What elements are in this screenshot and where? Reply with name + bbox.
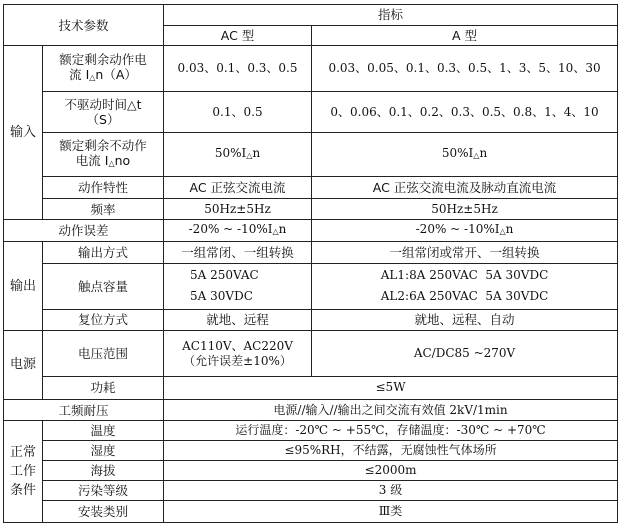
table-row — [4, 176, 618, 198]
table-row — [4, 133, 618, 177]
voltage-range-label: 电压范围 — [43, 331, 164, 377]
header-a-type: A 型 — [312, 25, 618, 46]
install-label: 安装类别 — [43, 501, 164, 523]
action-error-a: -20% ~ -10%I△n — [312, 220, 618, 242]
output-mode-a: 一组常闭或常开、一组转换 — [312, 242, 618, 264]
humidity-value: ≤95%RH，不结露，无腐蚀性气体场所 — [164, 441, 618, 461]
action-error-ac: -20% ~ -10%I△n — [164, 220, 312, 242]
table-row — [4, 331, 618, 377]
header-ac-type: AC 型 — [164, 25, 312, 46]
action-char-a: AC 正弦交流电流及脉动直流电流 — [312, 176, 618, 198]
frequency-ac: 50Hz±5Hz — [164, 198, 312, 220]
rated-non-operating-a: 50%I△n — [312, 133, 618, 177]
rated-residual-a: 0.03、0.05、0.1、0.3、0.5、1、3、5、10、30 — [312, 46, 618, 92]
non-drive-time-a: 0、0.06、0.1、0.2、0.3、0.5、0.8、1、4、10 — [312, 92, 618, 133]
rated-residual-ac: 0.03、0.1、0.3、0.5 — [164, 46, 312, 92]
table-row — [4, 376, 618, 399]
power-consumption-label: 功耗 — [43, 376, 164, 399]
header-indicator: 指标 — [164, 5, 618, 26]
header-row — [4, 5, 618, 26]
table-row — [4, 46, 618, 92]
contact-capacity-ac: 5A 250VAC 5A 30VDC — [164, 263, 312, 309]
table-row — [4, 263, 618, 309]
output-mode-label: 输出方式 — [43, 242, 164, 264]
humidity-label: 湿度 — [43, 441, 164, 461]
table-row — [4, 460, 618, 481]
reset-mode-a: 就地、远程、自动 — [312, 309, 618, 331]
contact-capacity-a: AL1:8A 250VAC 5A 30VDC AL2:6A 250VAC 5A 30VDC — [312, 263, 618, 309]
altitude-label: 海拔 — [43, 460, 164, 481]
power-consumption-value: ≤5W — [164, 376, 618, 399]
group-input: 输入 — [4, 46, 43, 220]
rated-non-operating-ac: 50%I△n — [164, 133, 312, 177]
install-value: Ⅲ类 — [164, 501, 618, 523]
group-output: 输出 — [4, 242, 43, 331]
header-param: 技术参数 — [4, 5, 164, 46]
withstand-voltage-label: 工频耐压 — [4, 399, 164, 421]
action-char-ac: AC 正弦交流电流 — [164, 176, 312, 198]
altitude-value: ≤2000m — [164, 460, 618, 481]
temperature-label: 温度 — [43, 421, 164, 441]
technical-parameters-table — [3, 4, 618, 523]
group-power: 电源 — [4, 331, 43, 399]
reset-mode-ac: 就地、远程 — [164, 309, 312, 331]
group-normal-conditions: 正常 工作 条件 — [4, 421, 43, 523]
table-row — [4, 501, 618, 523]
table-row — [4, 421, 618, 441]
non-drive-time-label: 不驱动时间△t （S） — [43, 92, 164, 133]
voltage-range-ac: AC110V、AC220V （允许误差±10%） — [164, 331, 312, 377]
frequency-label: 频率 — [43, 198, 164, 220]
table-row — [4, 481, 618, 501]
reset-mode-label: 复位方式 — [43, 309, 164, 331]
non-drive-time-ac: 0.1、0.5 — [164, 92, 312, 133]
table-row — [4, 198, 618, 220]
withstand-voltage-value: 电源//输入//输出之间交流有效值 2kV/1min — [164, 399, 618, 421]
output-mode-ac: 一组常闭、一组转换 — [164, 242, 312, 264]
frequency-a: 50Hz±5Hz — [312, 198, 618, 220]
table-row — [4, 309, 618, 331]
table-row — [4, 242, 618, 264]
table-row — [4, 220, 618, 242]
pollution-label: 污染等级 — [43, 481, 164, 501]
table-row — [4, 92, 618, 133]
contact-capacity-label: 触点容量 — [43, 263, 164, 309]
action-error-label: 动作误差 — [4, 220, 164, 242]
table-row — [4, 399, 618, 421]
table-row — [4, 441, 618, 461]
temperature-value: 运行温度：-20℃ ~ +55℃，存储温度：-30℃ ~ +70℃ — [164, 421, 618, 441]
action-char-label: 动作特性 — [43, 176, 164, 198]
rated-non-operating-label: 额定剩余不动作 电流 I△no — [43, 133, 164, 177]
voltage-range-a: AC/DC85 ~270V — [312, 331, 618, 377]
rated-residual-label: 额定剩余动作电 流 I△n（A） — [43, 46, 164, 92]
pollution-value: 3 级 — [164, 481, 618, 501]
